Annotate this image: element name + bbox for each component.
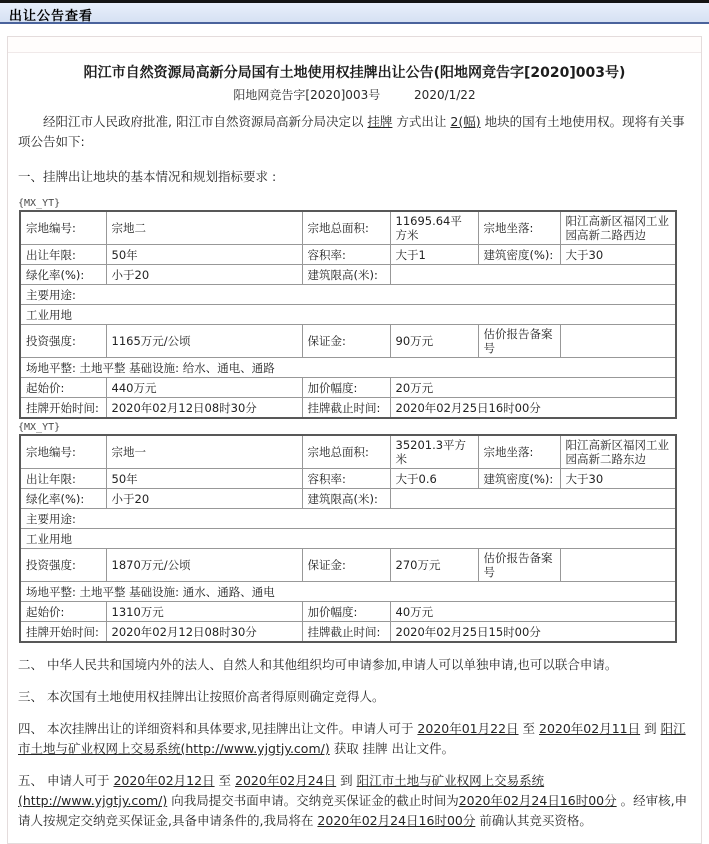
page-title: 出让公告查看 [9,9,94,24]
table-cell: 宗地坐落: [478,435,560,469]
table-cell: 大于0.6 [390,469,478,489]
table-cell: 建筑密度(%): [478,469,560,489]
underlined-text: 2020年01月22日 [417,721,519,736]
table-row [20,489,676,509]
table-cell [560,325,676,358]
table-row [20,211,676,245]
underlined-text: 阳江市土地与矿业权网上交易系统(http://www.yjgtjy.com/) [18,721,686,756]
table-row [20,602,676,622]
announcement-title: 阳江市自然资源局高新分局国有土地使用权挂牌出让公告(阳地网竞告字[2020]003号) [83,65,626,81]
intro-paragraph: 经阳江市人民政府批准, 阳江市自然资源局高新分局决定以 挂牌 方式出让 2(幅) 地块的国有土地使用权。现将有关事项公告如下: [18,114,685,149]
table-cell: 宗地坐落: [478,211,560,245]
table-cell: 宗地一 [106,435,302,469]
table-cell: 大于30 [560,245,676,265]
underlined-text: 阳江市土地与矿业权网上交易系统(http://www.yjgtjy.com/) [18,773,545,808]
announcement-content [8,53,701,831]
table-cell: 大于1 [390,245,478,265]
table-cell: 小于20 [106,489,302,509]
table-cell: 11695.64平方米 [390,211,478,245]
table-cell: 阳江高新区福冈工业园高新二路东边 [560,435,676,469]
table-row [20,285,676,305]
table-cell: 起始价: [20,602,106,622]
parcel-table-1 [19,210,677,419]
table-cell [390,265,676,285]
section-paragraph-2: 二、 中华人民共和国境内外的法人、自然人和其他组织均可申请参加,申请人可以单独申请,也可以联合申请。 [18,657,618,672]
underlined-text: 2020年02月11日 [539,721,641,736]
table-cell: 主要用途: [20,509,676,529]
table-cell: 场地平整: 土地平整 基础设施: 通水、通路、通电 [20,582,676,602]
announcement-subtitle [18,86,691,103]
table-cell: 阳江高新区福冈工业园高新二路西边 [560,211,676,245]
table-cell: 工业用地 [20,305,676,325]
table-row [20,582,676,602]
table-cell: 小于20 [106,265,302,285]
table-cell: 1870万元/公顷 [106,549,302,582]
table-cell: 场地平整: 土地平整 基础设施: 给水、通电、通路 [20,358,676,378]
page-header-bar [0,0,709,24]
table-cell: 宗地总面积: [302,435,390,469]
table-cell: 出让年限: [20,469,106,489]
table-cell: 工业用地 [20,529,676,549]
table-cell: 绿化率(%): [20,265,106,285]
table-cell: 35201.3平方米 [390,435,478,469]
table-cell: 建筑密度(%): [478,245,560,265]
table-cell: 宗地编号: [20,211,106,245]
template-tag: {MX_YT} [18,198,61,209]
table-cell: 20万元 [390,378,676,398]
table-cell: 保证金: [302,325,390,358]
table-row [20,358,676,378]
table-row [20,305,676,325]
section-paragraph-5: 五、 申请人可于 2020年02月12日 至 2020年02月24日 到 阳江市土地与矿业权网上交易系统(http://www.yjgtjy.com/) 向我局提交书面申请。交纳竞买保证金的截止时间为2020年02月24日16时00分 。经审核,申请人按规定交纳竞买保证金,具备申请条件的,我局将在 2020年02月24日16时00分 前确认其竞买资格。 [18,773,688,828]
underlined-text: 2020年02月24日16时00分 [317,813,476,828]
table-cell [560,549,676,582]
table-row [20,549,676,582]
table-cell: 出让年限: [20,245,106,265]
table-cell: 2020年02月12日08时30分 [106,398,302,419]
table-row [20,378,676,398]
table-cell: 50年 [106,245,302,265]
announcement-panel [7,36,702,844]
table-cell: 宗地编号: [20,435,106,469]
table-cell: 宗地二 [106,211,302,245]
doc-number: 阳地网竞告字[2020]003号 [233,88,381,102]
table-cell: 挂牌截止时间: [302,398,390,419]
table-cell: 挂牌开始时间: [20,622,106,643]
section-paragraph-3: 三、 本次国有土地使用权挂牌出让按照价高者得原则确定竞得人。 [18,689,385,704]
panel-header-strip [8,37,701,53]
table-cell: 投资强度: [20,325,106,358]
table-row [20,529,676,549]
table-cell: 2020年02月12日08时30分 [106,622,302,643]
table-cell: 起始价: [20,378,106,398]
table-cell: 1165万元/公顷 [106,325,302,358]
underlined-text: 2020年02月24日16时00分 [458,793,617,808]
underlined-text: 2020年02月12日 [113,773,215,788]
table-cell: 挂牌开始时间: [20,398,106,419]
table-cell: 2020年02月25日16时00分 [390,398,676,419]
table-row [20,622,676,643]
table-cell: 1310万元 [106,602,302,622]
template-tag: {MX_YT} [18,422,61,433]
table-cell: 建筑限高(米): [302,265,390,285]
table-row [20,325,676,358]
table-cell: 宗地总面积: [302,211,390,245]
section1-heading: 一、挂牌出让地块的基本情况和规划指标要求 : [18,169,277,184]
table-cell: 加价幅度: [302,602,390,622]
table-row [20,509,676,529]
table-cell: 容积率: [302,245,390,265]
table-row [20,265,676,285]
table-cell: 主要用途: [20,285,676,305]
table-cell [390,489,676,509]
table-cell: 挂牌截止时间: [302,622,390,643]
table-cell: 2020年02月25日15时00分 [390,622,676,643]
table-row [20,245,676,265]
table-cell: 绿化率(%): [20,489,106,509]
table-cell: 估价报告备案号 [478,549,560,582]
section-paragraph-4: 四、 本次挂牌出让的详细资料和具体要求,见挂牌出让文件。申请人可于 2020年01月22日 至 2020年02月11日 到 阳江市土地与矿业权网上交易系统(http://www.yjgtjy.com/) 获取 挂牌 出让文件。 [18,721,686,756]
doc-date: 2020/1/22 [414,88,476,102]
underlined-text: 挂牌 [367,114,393,129]
table-cell: 容积率: [302,469,390,489]
table-cell: 建筑限高(米): [302,489,390,509]
table-cell: 大于30 [560,469,676,489]
table-cell: 440万元 [106,378,302,398]
table-cell: 270万元 [390,549,478,582]
underlined-text: 2020年02月24日 [235,773,337,788]
parcel-table-2 [19,434,677,643]
table-row [20,398,676,419]
table-cell: 50年 [106,469,302,489]
table-cell: 90万元 [390,325,478,358]
table-cell: 投资强度: [20,549,106,582]
table-row [20,435,676,469]
underlined-text: 2(幅) [450,114,481,129]
table-cell: 加价幅度: [302,378,390,398]
table-row [20,469,676,489]
table-cell: 40万元 [390,602,676,622]
table-cell: 估价报告备案号 [478,325,560,358]
table-cell: 保证金: [302,549,390,582]
